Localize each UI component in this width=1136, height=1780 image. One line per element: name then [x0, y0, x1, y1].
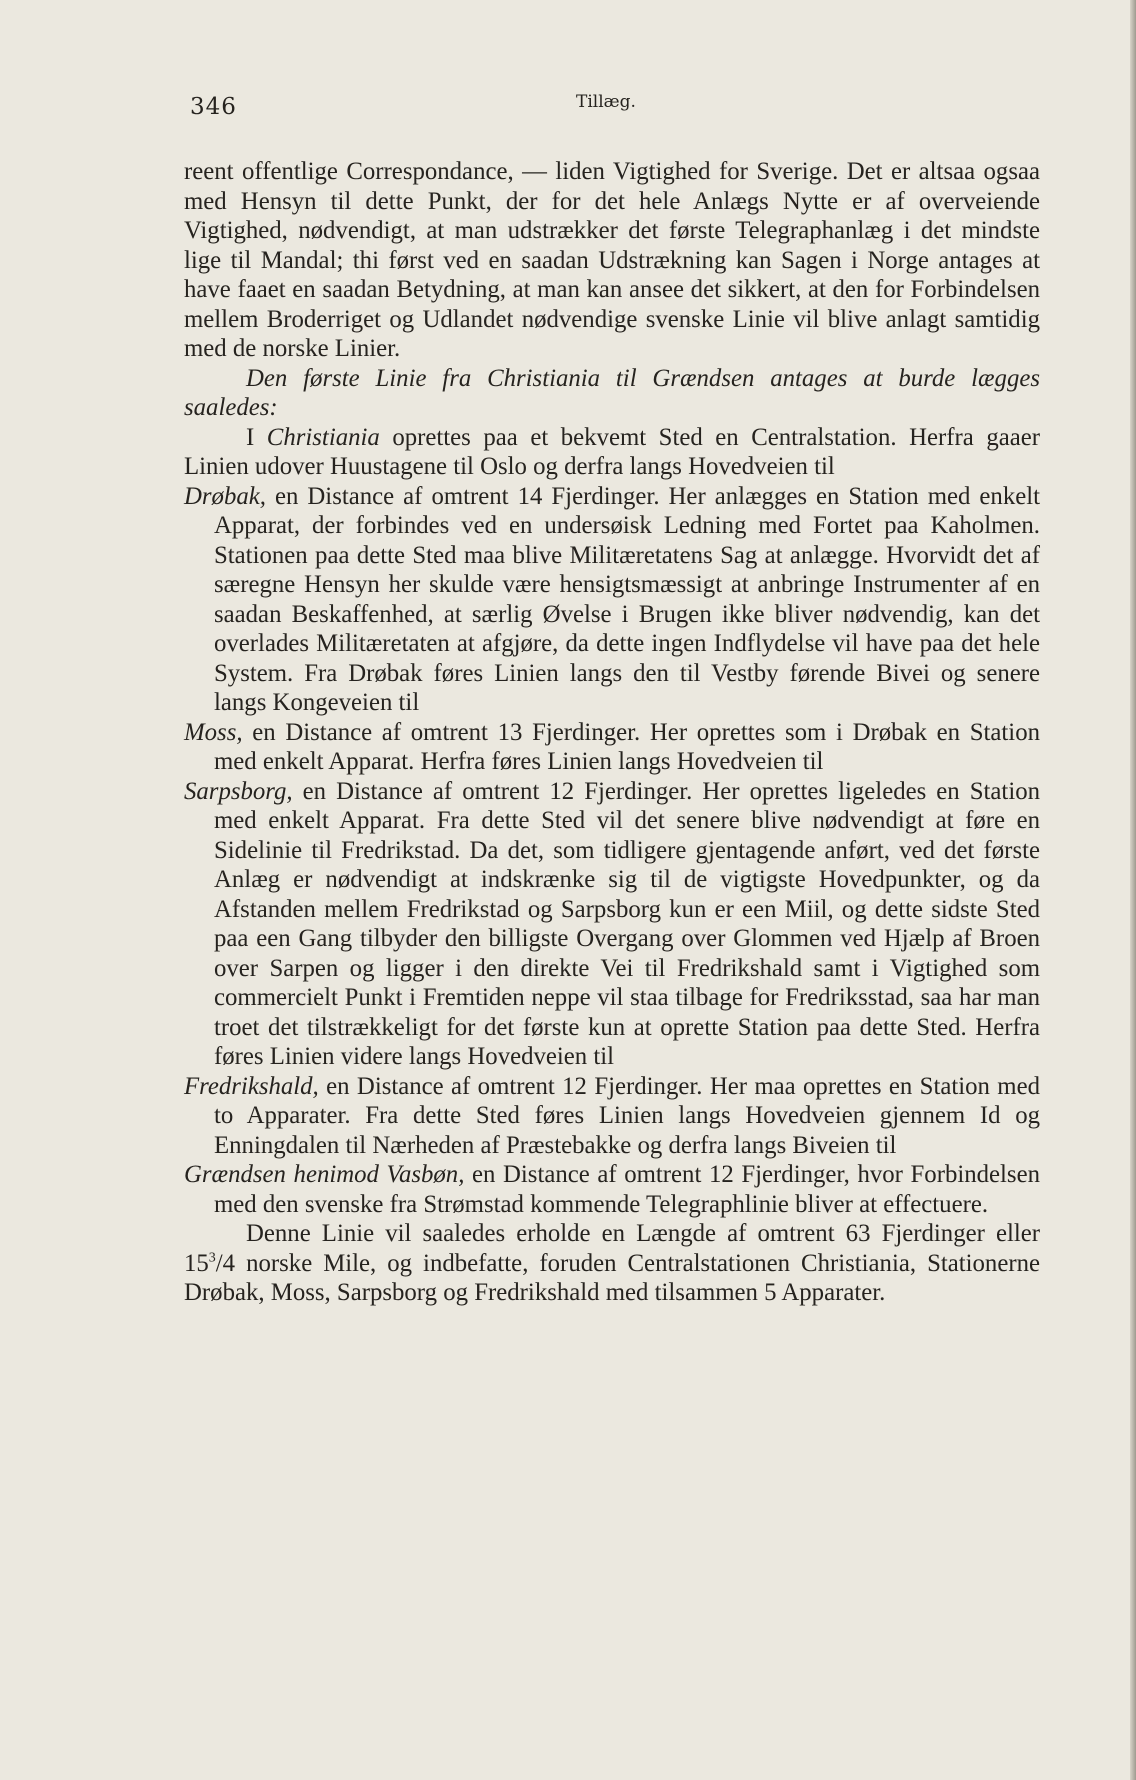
- intro-paragraph: [184, 423, 1040, 482]
- route-entry-drobak: [184, 482, 1040, 718]
- closing-text-b: /4 norske Mile, og indbefatte, foruden Centralstationen Christiania, Stationerne Drøbak, Moss, Sarpsborg og Fredrikshald med tilsammen 5 Apparater.: [184, 1249, 1040, 1306]
- entry-text: en Distance af omtrent 14 Fjerdinger. Her anlægges en Station med enkelt Apparat, der forbindes ved en undersøisk Ledning med Fortet paa Kaholmen. Stationen paa dette Sted maa blive Militæretatens Sag at anlægge. Hvorvidt det af særegne Hensyn her skulde være hensigtsmæssigt at anbringe Instrumenter af en saadan Beskaffenhed, at særlig Øvelse i Brugen ikke bliver nødvendig, kan det overlades Militæretaten at afgjøre, da dette ingen Indflydelse vil have paa det hele System. Fra Drøbak føres Linien langs den til Vestby førende Bivei og senere langs Kongeveien til: [214, 482, 1040, 716]
- entry-place: Sarpsborg,: [184, 777, 293, 805]
- entry-text: en Distance af omtrent 12 Fjerdinger, hvor Forbindelsen med den svenske fra Strømstad kommende Telegraphlinie bliver at effectuere.: [214, 1161, 1040, 1218]
- section-caption: Den første Linie fra Christiania til Grændsen antages at burde lægges saaledes:: [184, 364, 1040, 421]
- intro-place: Christiania: [266, 423, 380, 451]
- entry-place: Drøbak,: [184, 482, 266, 510]
- running-head: Tillæg.: [576, 92, 636, 112]
- intro-text-b: oprettes paa et bekvemt Sted en Centralstation. Herfra gaaer Linien udover Huustagene til Oslo og derfra langs Hovedveien til: [184, 423, 1040, 480]
- route-entry-graendsen: [184, 1160, 1040, 1219]
- intro-text-a: I: [246, 423, 267, 451]
- paragraph-1: reent offentlige Correspondance, — liden Vigtighed for Sverige. Det er altsaa ogsaa med Hensyn til dette Punkt, der for det hele Anlægs Nytte er af overveiende Vigtighed, nødvendigt, at man udstrækker det første Telegraphanlæg i det mindste lige til Mandal; thi først ved en saadan Udstrækning kan Sagen i Norge antages at have faaet en saadan Betydning, at man kan ansee det sikkert, at den for Forbindelsen mellem Broderriget og Udlandet nødvendige svenske Linie vil blive anlagt samtidig med de norske Linier.: [184, 158, 1040, 362]
- entry-text: en Distance af omtrent 13 Fjerdinger. Her oprettes som i Drøbak en Station med enkelt Apparat. Herfra føres Linien langs Hovedveien til: [214, 718, 1040, 775]
- closing-text-a: Denne Linie vil saaledes erholde en Længde af omtrent 63 Fjerdinger eller 15: [184, 1220, 1040, 1277]
- page-header: [184, 86, 1040, 126]
- route-entry-sarpsborg: [184, 777, 1040, 1072]
- entry-place: Moss,: [184, 718, 243, 746]
- route-entry-moss: [184, 718, 1040, 777]
- closing-paragraph: [184, 1219, 1040, 1308]
- entry-place: Grændsen henimod Vasbøn,: [184, 1161, 465, 1188]
- fraction-numerator: 3: [208, 1250, 216, 1266]
- page-edge: [1130, 0, 1136, 1780]
- route-entry-fredrikshald: [184, 1072, 1040, 1161]
- entry-text: en Distance af omtrent 12 Fjerdinger. Her maa oprettes en Station med to Apparater. Fra dette Sted føres Linien langs Hovedveien gjennem Id og Enningdalen til Nærheden af Præstebakke og derfra langs Biveien til: [214, 1072, 1040, 1159]
- entry-text: en Distance af omtrent 12 Fjerdinger. Her oprettes ligeledes en Station med enkelt Apparat. Fra dette Sted vil det senere blive nødvendigt at føre en Sidelinie til Fredrikstad. Da det, som tidligere gjentagende anført, ved det første Anlæg er nødvendigt at indskrænke sig til de vigtigste Hovedpunkter, og da Afstanden mellem Fredrikstad og Sarpsborg kun er een Miil, og dette sidste Sted paa een Gang tilbyder den billigste Overgang over Glommen ved Hjælp af Broen over Sarpen og ligger i den direkte Vei til Fredrikshald samt i Vigtighed som commercielt Punkt i Fremtiden neppe vil staa tilbage for Fredriksstad, saa har man troet det tilstrækkeligt for det første kun at oprette Station paa dette Sted. Herfra føres Linien videre langs Hovedveien til: [214, 777, 1040, 1070]
- entry-place: Fredrikshald,: [184, 1072, 319, 1100]
- page-number: 346: [190, 94, 237, 120]
- page-body: [184, 157, 1040, 1308]
